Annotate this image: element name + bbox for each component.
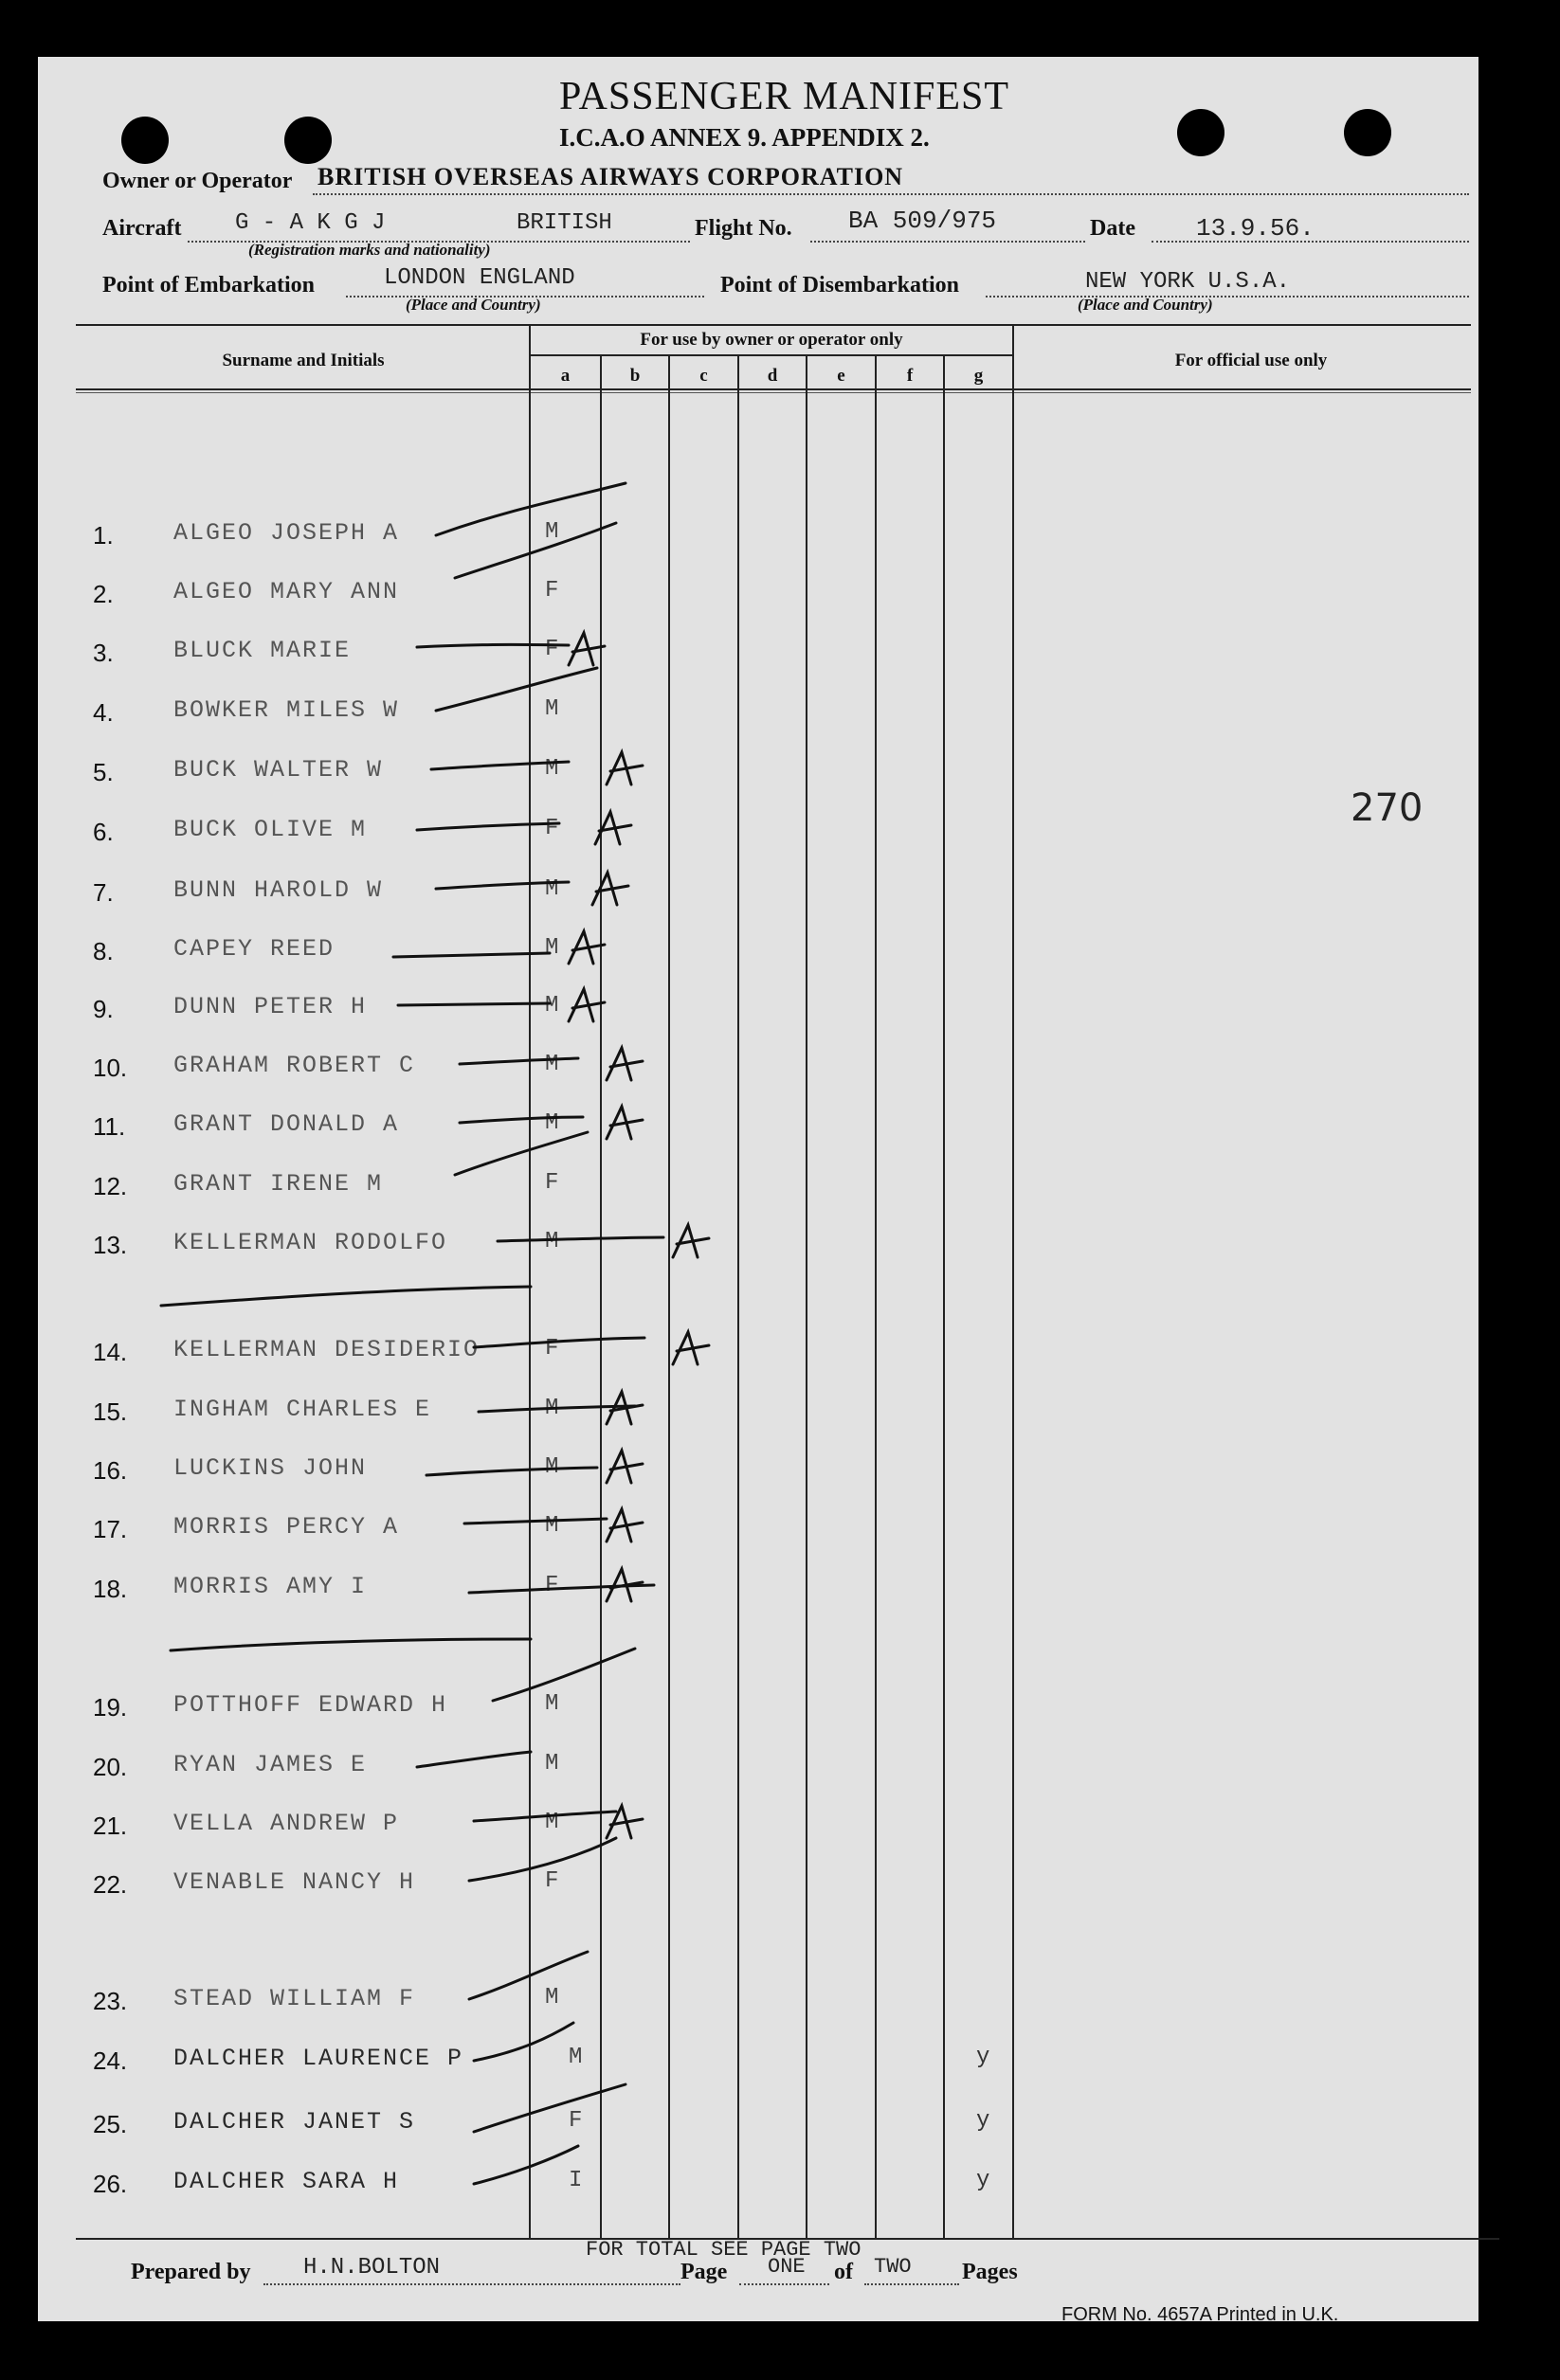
column-header-e: e [837, 366, 845, 386]
pen-stroke [474, 1338, 644, 1347]
passenger-sex: M [545, 1985, 559, 2010]
page-value: ONE [768, 2255, 806, 2279]
tick-mark-icon [607, 752, 643, 784]
passenger-name: ALGEO JOSEPH A [173, 519, 400, 547]
prepared-by-label: Prepared by [131, 2260, 251, 2284]
passenger-sex: M [545, 1810, 559, 1835]
passenger-name: MORRIS PERCY A [173, 1513, 400, 1541]
passenger-name: GRANT DONALD A [173, 1110, 400, 1138]
pen-stroke [436, 668, 597, 711]
passenger-name: ALGEO MARY ANN [173, 578, 400, 605]
passenger-column-g: y [976, 2168, 990, 2193]
passenger-name: POTTHOFF EDWARD H [173, 1691, 448, 1719]
passenger-sex: F [545, 1868, 559, 1894]
owner-value: BRITISH OVERSEAS AIRWAYS CORPORATION [317, 163, 904, 190]
tick-mark-icon [607, 1107, 643, 1139]
passenger-name: DUNN PETER H [173, 993, 368, 1020]
aircraft-label: Aircraft [102, 216, 182, 241]
passenger-name: INGHAM CHARLES E [173, 1396, 432, 1423]
passenger-sex: I [569, 2168, 583, 2193]
passenger-sex: F [545, 1336, 559, 1361]
pen-stroke [460, 1058, 578, 1064]
pen-stroke [464, 1519, 607, 1524]
row-number: 14. [93, 1338, 128, 1366]
page-label: Page [680, 2260, 728, 2284]
passenger-sex: M [545, 756, 559, 782]
row-number: 2. [93, 580, 114, 608]
pen-stroke [474, 2023, 573, 2061]
passenger-name: LUCKINS JOHN [173, 1454, 368, 1482]
row-number: 9. [93, 995, 114, 1023]
total-note: FOR TOTAL SEE PAGE TWO [586, 2238, 862, 2262]
prepared-by-dotted-line [263, 2283, 680, 2285]
column-header-a: a [560, 366, 571, 386]
row-number: 23. [93, 1987, 128, 2015]
official-note: 270 [1351, 786, 1424, 830]
passenger-sex: M [545, 1052, 559, 1077]
pen-stroke [474, 1812, 616, 1821]
passenger-name: BOWKER MILES W [173, 696, 400, 724]
embarkation-label: Point of Embarkation [102, 273, 316, 298]
passenger-sex: M [545, 1751, 559, 1776]
tick-mark-icon [607, 1048, 643, 1080]
passenger-sex: M [545, 1691, 559, 1717]
row-number: 24. [93, 2046, 128, 2075]
pen-stroke [436, 882, 569, 889]
page-title: PASSENGER MANIFEST [559, 75, 1010, 118]
row-number: 22. [93, 1870, 128, 1899]
pen-stroke [417, 644, 569, 647]
of-label: of [834, 2260, 853, 2284]
passenger-name: MORRIS AMY I [173, 1573, 368, 1600]
date-label: Date [1090, 216, 1135, 241]
pen-stroke [455, 523, 616, 578]
passenger-name: BLUCK MARIE [173, 637, 352, 664]
tick-mark-icon [595, 812, 631, 844]
tick-mark-icon [569, 633, 605, 665]
passenger-sex: F [545, 1573, 559, 1598]
passenger-sex: M [545, 935, 559, 961]
row-number: 15. [93, 1397, 128, 1426]
passenger-name: DALCHER JANET S [173, 2108, 416, 2136]
pen-stroke [417, 823, 559, 830]
flight-label: Flight No. [695, 216, 792, 241]
row-number: 4. [93, 698, 114, 727]
passenger-sex: M [545, 1229, 559, 1254]
passenger-name: VELLA ANDREW P [173, 1810, 400, 1837]
pages-label: Pages [962, 2260, 1018, 2284]
row-number: 17. [93, 1515, 128, 1543]
passenger-name: GRANT IRENE M [173, 1170, 384, 1198]
row-number: 16. [93, 1456, 128, 1485]
row-number: 10. [93, 1054, 128, 1082]
column-header-f: f [906, 366, 914, 386]
pen-stroke [460, 1117, 583, 1123]
tick-mark-icon [673, 1332, 709, 1364]
row-number: 26. [93, 2170, 128, 2198]
prepared-by-value: H.N.BOLTON [303, 2255, 441, 2281]
column-header-c: c [699, 366, 708, 386]
form-number: FORM No. 4657A Printed in U.K. [1061, 2304, 1339, 2325]
pen-stroke [469, 1838, 616, 1881]
disembarkation-value: NEW YORK U.S.A. [1085, 269, 1291, 295]
pen-stroke [455, 1132, 588, 1175]
aircraft-registration: G - A K G J [235, 210, 386, 236]
page-dotted-line [739, 2283, 829, 2285]
column-header-b: b [629, 366, 641, 386]
tick-mark-icon [673, 1225, 709, 1257]
passenger-name: BUCK OLIVE M [173, 816, 368, 843]
row-number: 5. [93, 758, 114, 786]
embarkation-caption: (Place and Country) [406, 296, 541, 314]
row-number: 11. [93, 1112, 126, 1141]
row-number: 19. [93, 1693, 128, 1722]
passenger-sex: M [569, 2045, 583, 2070]
passenger-name: KELLERMAN RODOLFO [173, 1229, 448, 1256]
pen-stroke [431, 762, 569, 769]
passenger-sex: M [545, 993, 559, 1019]
pen-stroke [398, 1003, 550, 1005]
passenger-name: BUNN HAROLD W [173, 876, 384, 904]
column-header-g: g [973, 366, 984, 386]
passenger-name: VENABLE NANCY H [173, 1868, 416, 1896]
row-number: 20. [93, 1753, 128, 1781]
disembarkation-label: Point of Disembarkation [720, 273, 959, 298]
passenger-name: GRAHAM ROBERT C [173, 1052, 416, 1079]
passenger-sex: F [545, 637, 559, 662]
passenger-sex: M [545, 1396, 559, 1421]
embarkation-value: LONDON ENGLAND [384, 265, 575, 291]
row-number: 12. [93, 1172, 128, 1200]
row-number: 21. [93, 1812, 128, 1840]
passenger-name: KELLERMAN DESIDERIO [173, 1336, 481, 1363]
tick-mark-icon [569, 931, 605, 964]
row-number: 25. [93, 2110, 128, 2138]
of-dotted-line [864, 2283, 959, 2285]
passenger-sex: F [569, 2108, 583, 2134]
pen-stroke [426, 1468, 597, 1475]
row-number: 13. [93, 1231, 128, 1259]
page-subtitle: I.C.A.O ANNEX 9. APPENDIX 2. [559, 123, 930, 152]
flight-number: BA 509/975 [848, 207, 997, 235]
passenger-sex: F [545, 816, 559, 841]
passenger-name: CAPEY REED [173, 935, 336, 963]
pen-stroke [417, 1752, 531, 1767]
pen-stroke [498, 1237, 663, 1241]
of-value: TWO [874, 2255, 912, 2279]
passenger-column-g: y [976, 2045, 990, 2070]
pen-stroke [474, 2084, 626, 2132]
passenger-sex: M [545, 876, 559, 902]
owner-label: Owner or Operator [102, 169, 293, 193]
passenger-sex: M [545, 1110, 559, 1136]
pen-stroke [469, 1952, 588, 1999]
operator-column-header: For use by owner or operator only [640, 330, 903, 350]
passenger-name: DALCHER LAURENCE P [173, 2045, 464, 2072]
tick-mark-icon [607, 1451, 643, 1483]
passenger-sex: M [545, 696, 559, 722]
row-number: 8. [93, 937, 114, 965]
pen-stroke [493, 1649, 635, 1701]
column-header-d: d [767, 366, 778, 386]
passenger-name: DALCHER SARA H [173, 2168, 400, 2195]
tick-mark-icon [592, 873, 628, 905]
row-number: 6. [93, 818, 114, 846]
tick-mark-icon [607, 1509, 643, 1542]
tick-mark-icon [569, 989, 605, 1021]
row-number: 1. [93, 521, 114, 550]
pen-stroke [171, 1639, 531, 1650]
passenger-sex: M [545, 519, 559, 545]
passenger-column-g: y [976, 2108, 990, 2134]
passenger-name: RYAN JAMES E [173, 1751, 368, 1778]
official-column-header: For official use only [1174, 351, 1328, 370]
date-value: 13.9.56. [1196, 214, 1315, 243]
row-number: 18. [93, 1575, 128, 1603]
row-number: 7. [93, 878, 114, 907]
passenger-sex: F [545, 578, 559, 604]
passenger-sex: M [545, 1454, 559, 1480]
pen-stroke [474, 2146, 578, 2184]
passenger-sex: M [545, 1513, 559, 1539]
passenger-name: STEAD WILLIAM F [173, 1985, 416, 2012]
passenger-name: BUCK WALTER W [173, 756, 384, 784]
aircraft-caption: (Registration marks and nationality) [248, 241, 491, 259]
pen-stroke [393, 953, 550, 957]
name-column-header: Surname and Initials [222, 351, 385, 370]
pen-stroke [161, 1287, 531, 1306]
aircraft-nationality: BRITISH [517, 210, 612, 236]
row-number: 3. [93, 639, 114, 667]
passenger-sex: F [545, 1170, 559, 1196]
pen-stroke [436, 483, 626, 535]
disembarkation-caption: (Place and Country) [1078, 296, 1213, 314]
